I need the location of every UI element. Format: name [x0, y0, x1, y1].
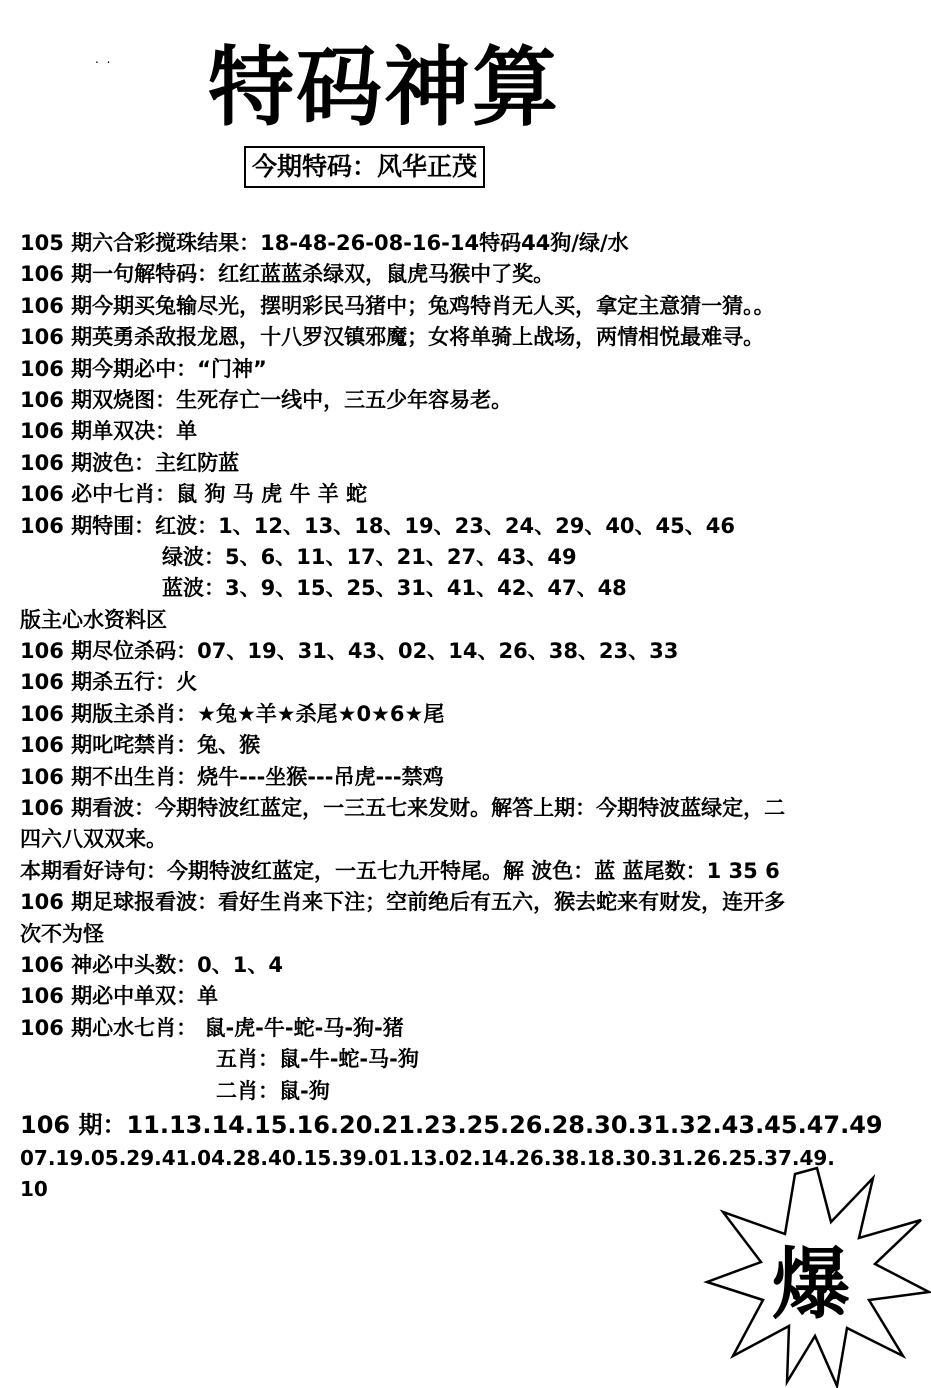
text-line: 106 期足球报看波：看好生肖来下注；空前绝后有五六，猴去蛇来有财发，连开多 [20, 890, 786, 915]
corner-dots: . . [95, 52, 113, 66]
text-line: 106 期叱咤禁肖：兔、猴 [20, 733, 261, 758]
text-line: 106 期波色：主红防蓝 [20, 450, 240, 475]
text-line: 106 期必中单双：单 [20, 984, 219, 1009]
text-line: 本期看好诗句：今期特波红蓝定，一五七九开特尾。解 波色：蓝 蓝尾数：1 35 6 [20, 858, 780, 883]
text-line: 106 期心水七肖： 鼠-虎-牛-蛇-马-狗-猪 [20, 1015, 404, 1040]
burst-label: 爆 [772, 1240, 851, 1330]
text-line: 106 神必中头数：0、1、4 [20, 952, 283, 977]
page-title: 特码神算 [208, 38, 560, 138]
section-heading: 版主心水资料区 [20, 607, 167, 632]
text-line: 次不为怪 [20, 921, 104, 946]
text-line: 106 期一句解特码：红红蓝蓝杀绿双，鼠虎马猴中了奖。 [20, 262, 555, 287]
text-line: 106 期特围：红波：1、12、13、18、19、23、24、29、40、45、46 [20, 513, 735, 538]
text-line: 106 期杀五行：火 [20, 670, 198, 695]
text-line: 106 期双烧图：生死存亡一线中，三五少年容易老。 [20, 387, 513, 412]
text-line: 106 必中七肖：鼠 狗 马 虎 牛 羊 蛇 [20, 482, 368, 507]
content-lines [20, 228, 900, 1206]
text-line: 105 期六合彩搅珠结果：18-48-26-08-16-14特码44狗/绿/水 [20, 231, 629, 255]
subtitle-box: 今期特码：风华正茂 [244, 146, 485, 188]
text-line: 106 期单双决：单 [20, 419, 198, 444]
text-line-indented: 二肖：鼠-狗 [216, 1078, 330, 1103]
text-line: 106 期不出生肖：烧牛---坐猴---吊虎---禁鸡 [20, 764, 444, 789]
text-line: 106 期英勇杀敌报龙恩，十八罗汉镇邪魔；女将单骑上战场，两情相悦最难寻。 [20, 325, 765, 350]
text-line: 四六八双双来。 [20, 827, 167, 852]
text-line-indented: 蓝波：3、9、15、25、31、41、42、47、48 [162, 576, 627, 601]
text-line: 106 期尽位杀码：07、19、31、43、02、14、26、38、23、33 [20, 639, 679, 664]
number-line: 07.19.05.29.41.04.28.40.15.39.01.13.02.14.26.38.18.30.31.26.25.37.49. [20, 1145, 835, 1170]
text-line-indented: 五肖：鼠-牛-蛇-马-狗 [216, 1047, 419, 1072]
text-line: 106 期看波：今期特波红蓝定，一三五七来发财。解答上期：今期特波蓝绿定，二 [20, 796, 786, 821]
number-line: 106 期：11.13.14.15.16.20.21.23.25.26.28.30.31.32.43.45.47.49 [20, 1110, 883, 1139]
text-line-indented: 绿波：5、6、11、17、21、27、43、49 [162, 544, 577, 569]
number-line: 10 [20, 1177, 48, 1202]
text-line: 106 期今期必中：“门神” [20, 356, 267, 381]
text-line: 106 期今期买兔输尽光，摆明彩民马猪中；兔鸡特肖无人买，拿定主意猜一猜。。 [20, 293, 775, 318]
text-line: 106 期版主杀肖：★兔★羊★杀尾★0★6★尾 [20, 701, 445, 726]
